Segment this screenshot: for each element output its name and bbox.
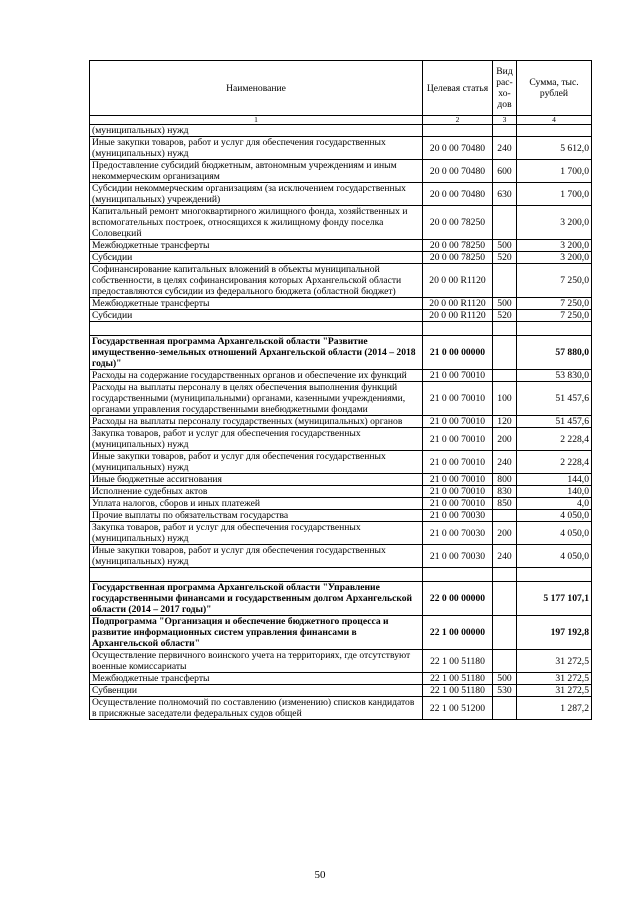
row-sum: 57 880,0 bbox=[517, 336, 592, 370]
column-number: 2 bbox=[423, 116, 493, 125]
row-name: Расходы на выплаты персоналу в целях обеспечения выполнения функций государственными (муниципальными) органами, казенными учреждениями, органами управления государственными внебюджетными фондами bbox=[90, 382, 423, 416]
row-target-code: 20 0 00 78250 bbox=[423, 252, 493, 264]
table-row bbox=[90, 616, 592, 650]
row-name bbox=[90, 568, 423, 582]
row-target-code: 21 0 00 70010 bbox=[423, 486, 493, 498]
row-name: Субсидии bbox=[90, 252, 423, 264]
row-name: Иные бюджетные ассигнования bbox=[90, 474, 423, 486]
row-name: Государственная программа Архангельской области "Развитие имущественно-земельных отношений Архангельской области (2014 – 2018 годы)" bbox=[90, 336, 423, 370]
row-target-code: 20 0 00 R1120 bbox=[423, 310, 493, 322]
row-sum: 5 177 107,1 bbox=[517, 582, 592, 616]
table-row bbox=[90, 486, 592, 498]
column-number: 1 bbox=[90, 116, 423, 125]
row-name: Межбюджетные трансферты bbox=[90, 298, 423, 310]
row-sum: 4 050,0 bbox=[517, 522, 592, 545]
spacer-row bbox=[90, 568, 592, 582]
row-target-code: 22 1 00 51180 bbox=[423, 685, 493, 697]
table-row bbox=[90, 264, 592, 298]
row-target-code: 22 1 00 00000 bbox=[423, 616, 493, 650]
table-row bbox=[90, 298, 592, 310]
row-sum: 3 200,0 bbox=[517, 252, 592, 264]
row-target-code: 21 0 00 70010 bbox=[423, 370, 493, 382]
row-expense-type: 240 bbox=[493, 451, 517, 474]
table-row bbox=[90, 510, 592, 522]
row-name: Капитальный ремонт многоквартирного жилищного фонда, хозяйственных и вспомогательных построек, относящихся к жилищному фонду поселка Соловецкий bbox=[90, 206, 423, 240]
table-row bbox=[90, 160, 592, 183]
row-expense-type: 600 bbox=[493, 160, 517, 183]
column-header-name: Наименование bbox=[90, 61, 423, 116]
table-row bbox=[90, 428, 592, 451]
column-header-sum: Сумма, тыс. рублей bbox=[517, 61, 592, 116]
row-name: Исполнение судебных актов bbox=[90, 486, 423, 498]
row-sum: 1 700,0 bbox=[517, 183, 592, 206]
row-expense-type bbox=[493, 206, 517, 240]
row-expense-type: 830 bbox=[493, 486, 517, 498]
row-expense-type: 850 bbox=[493, 498, 517, 510]
table-row bbox=[90, 673, 592, 685]
row-expense-type: 530 bbox=[493, 685, 517, 697]
row-sum bbox=[517, 568, 592, 582]
row-name: Иные закупки товаров, работ и услуг для обеспечения государственных (муниципальных) нужд bbox=[90, 137, 423, 160]
table-row bbox=[90, 206, 592, 240]
row-target-code: 20 0 00 70480 bbox=[423, 137, 493, 160]
row-sum: 7 250,0 bbox=[517, 310, 592, 322]
budget-table bbox=[89, 60, 592, 720]
row-name: Закупка товаров, работ и услуг для обеспечения государственных (муниципальных) нужд bbox=[90, 428, 423, 451]
row-target-code bbox=[423, 125, 493, 137]
row-expense-type: 520 bbox=[493, 310, 517, 322]
row-target-code: 21 0 00 70010 bbox=[423, 474, 493, 486]
row-sum: 3 200,0 bbox=[517, 240, 592, 252]
row-target-code: 20 0 00 70480 bbox=[423, 160, 493, 183]
page-number: 50 bbox=[314, 869, 326, 881]
row-sum: 144,0 bbox=[517, 474, 592, 486]
row-expense-type: 240 bbox=[493, 137, 517, 160]
row-expense-type bbox=[493, 336, 517, 370]
row-sum: 51 457,6 bbox=[517, 382, 592, 416]
row-sum: 5 612,0 bbox=[517, 137, 592, 160]
row-expense-type: 520 bbox=[493, 252, 517, 264]
row-sum: 53 830,0 bbox=[517, 370, 592, 382]
row-expense-type: 100 bbox=[493, 382, 517, 416]
row-name: Субсидии bbox=[90, 310, 423, 322]
table-row bbox=[90, 125, 592, 137]
table-row bbox=[90, 522, 592, 545]
row-sum: 1 287,2 bbox=[517, 697, 592, 720]
column-number-row bbox=[90, 116, 592, 125]
column-header-expense-type: Вид рас-хо-дов bbox=[493, 61, 517, 116]
row-target-code: 21 0 00 70010 bbox=[423, 498, 493, 510]
row-sum: 197 192,8 bbox=[517, 616, 592, 650]
table-row bbox=[90, 382, 592, 416]
row-sum: 140,0 bbox=[517, 486, 592, 498]
row-sum: 1 700,0 bbox=[517, 160, 592, 183]
column-number: 3 bbox=[493, 116, 517, 125]
spacer-row bbox=[90, 322, 592, 336]
row-name: (муниципальных) нужд bbox=[90, 125, 423, 137]
row-name: Закупка товаров, работ и услуг для обеспечения государственных (муниципальных) нужд bbox=[90, 522, 423, 545]
row-sum: 2 228,4 bbox=[517, 451, 592, 474]
row-name: Субвенции bbox=[90, 685, 423, 697]
row-name: Прочие выплаты по обязательствам государства bbox=[90, 510, 423, 522]
table-row bbox=[90, 416, 592, 428]
table-row bbox=[90, 650, 592, 673]
row-expense-type bbox=[493, 568, 517, 582]
row-name: Субсидии некоммерческим организациям (за исключением государственных (муниципальных) учреждений) bbox=[90, 183, 423, 206]
row-name: Осуществление полномочий по составлению (изменению) списков кандидатов в присяжные заседатели федеральных судов общей bbox=[90, 697, 423, 720]
column-number: 4 bbox=[517, 116, 592, 125]
row-target-code: 22 1 00 51180 bbox=[423, 673, 493, 685]
row-sum bbox=[517, 322, 592, 336]
table-row bbox=[90, 137, 592, 160]
table-row bbox=[90, 498, 592, 510]
table-row bbox=[90, 240, 592, 252]
row-sum: 4 050,0 bbox=[517, 510, 592, 522]
row-target-code: 20 0 00 78250 bbox=[423, 206, 493, 240]
row-expense-type bbox=[493, 697, 517, 720]
row-target-code: 21 0 00 70010 bbox=[423, 451, 493, 474]
row-target-code: 20 0 00 R1120 bbox=[423, 264, 493, 298]
row-name: Софинансирование капитальных вложений в объекты муниципальной собственности, в целях софинансирования которых Архангельской области предоставляются субсидии из федерального бюджета (областной бюджет) bbox=[90, 264, 423, 298]
row-expense-type: 630 bbox=[493, 183, 517, 206]
row-target-code: 21 0 00 70030 bbox=[423, 522, 493, 545]
row-sum: 31 272,5 bbox=[517, 650, 592, 673]
row-name: Предоставление субсидий бюджетным, автономным учреждениям и иным некоммерческим организациям bbox=[90, 160, 423, 183]
row-target-code: 20 0 00 R1120 bbox=[423, 298, 493, 310]
row-name: Иные закупки товаров, работ и услуг для обеспечения государственных (муниципальных) нужд bbox=[90, 545, 423, 568]
row-sum: 7 250,0 bbox=[517, 264, 592, 298]
row-sum: 51 457,6 bbox=[517, 416, 592, 428]
row-target-code: 22 0 00 00000 bbox=[423, 582, 493, 616]
table-row bbox=[90, 451, 592, 474]
row-expense-type: 500 bbox=[493, 240, 517, 252]
table-row bbox=[90, 685, 592, 697]
row-sum: 4 050,0 bbox=[517, 545, 592, 568]
row-expense-type bbox=[493, 650, 517, 673]
row-target-code: 21 0 00 70010 bbox=[423, 416, 493, 428]
row-sum: 3 200,0 bbox=[517, 206, 592, 240]
row-target-code bbox=[423, 568, 493, 582]
row-name: Государственная программа Архангельской области "Управление государственными финансами и государственным долгом Архангельской области (2014 – 2017 годы)" bbox=[90, 582, 423, 616]
table-row bbox=[90, 545, 592, 568]
row-expense-type: 200 bbox=[493, 428, 517, 451]
table-row bbox=[90, 370, 592, 382]
row-target-code: 21 0 00 70010 bbox=[423, 382, 493, 416]
table-row bbox=[90, 310, 592, 322]
table-row bbox=[90, 183, 592, 206]
row-name: Расходы на выплаты персоналу государственных (муниципальных) органов bbox=[90, 416, 423, 428]
row-expense-type bbox=[493, 510, 517, 522]
row-target-code: 21 0 00 70030 bbox=[423, 510, 493, 522]
row-expense-type: 500 bbox=[493, 673, 517, 685]
row-sum: 31 272,5 bbox=[517, 673, 592, 685]
row-expense-type: 200 bbox=[493, 522, 517, 545]
row-name bbox=[90, 322, 423, 336]
row-expense-type bbox=[493, 125, 517, 137]
table-row bbox=[90, 474, 592, 486]
row-target-code: 21 0 00 00000 bbox=[423, 336, 493, 370]
row-expense-type bbox=[493, 264, 517, 298]
table-row bbox=[90, 697, 592, 720]
table-body bbox=[90, 125, 592, 720]
row-target-code: 22 1 00 51200 bbox=[423, 697, 493, 720]
row-expense-type bbox=[493, 582, 517, 616]
table-header-row bbox=[90, 61, 592, 116]
row-name: Уплата налогов, сборов и иных платежей bbox=[90, 498, 423, 510]
row-expense-type bbox=[493, 322, 517, 336]
row-target-code: 21 0 00 70010 bbox=[423, 428, 493, 451]
row-target-code: 20 0 00 70480 bbox=[423, 183, 493, 206]
row-target-code: 22 1 00 51180 bbox=[423, 650, 493, 673]
row-target-code bbox=[423, 322, 493, 336]
row-expense-type bbox=[493, 616, 517, 650]
row-name: Иные закупки товаров, работ и услуг для обеспечения государственных (муниципальных) нужд bbox=[90, 451, 423, 474]
row-target-code: 21 0 00 70030 bbox=[423, 545, 493, 568]
table-row bbox=[90, 336, 592, 370]
row-expense-type: 800 bbox=[493, 474, 517, 486]
column-header-target: Целевая статья bbox=[423, 61, 493, 116]
table-row bbox=[90, 582, 592, 616]
row-sum bbox=[517, 125, 592, 137]
row-expense-type bbox=[493, 370, 517, 382]
table-row bbox=[90, 252, 592, 264]
row-name: Подпрограмма "Организация и обеспечение бюджетного процесса и развитие информационных систем управления финансами в Архангельской области" bbox=[90, 616, 423, 650]
row-sum: 2 228,4 bbox=[517, 428, 592, 451]
row-sum: 31 272,5 bbox=[517, 685, 592, 697]
row-name: Осуществление первичного воинского учета на территориях, где отсутствуют военные комиссариаты bbox=[90, 650, 423, 673]
row-sum: 4,0 bbox=[517, 498, 592, 510]
row-name: Межбюджетные трансферты bbox=[90, 673, 423, 685]
row-expense-type: 240 bbox=[493, 545, 517, 568]
row-sum: 7 250,0 bbox=[517, 298, 592, 310]
row-expense-type: 120 bbox=[493, 416, 517, 428]
row-expense-type: 500 bbox=[493, 298, 517, 310]
row-name: Межбюджетные трансферты bbox=[90, 240, 423, 252]
row-target-code: 20 0 00 78250 bbox=[423, 240, 493, 252]
row-name: Расходы на содержание государственных органов и обеспечение их функций bbox=[90, 370, 423, 382]
